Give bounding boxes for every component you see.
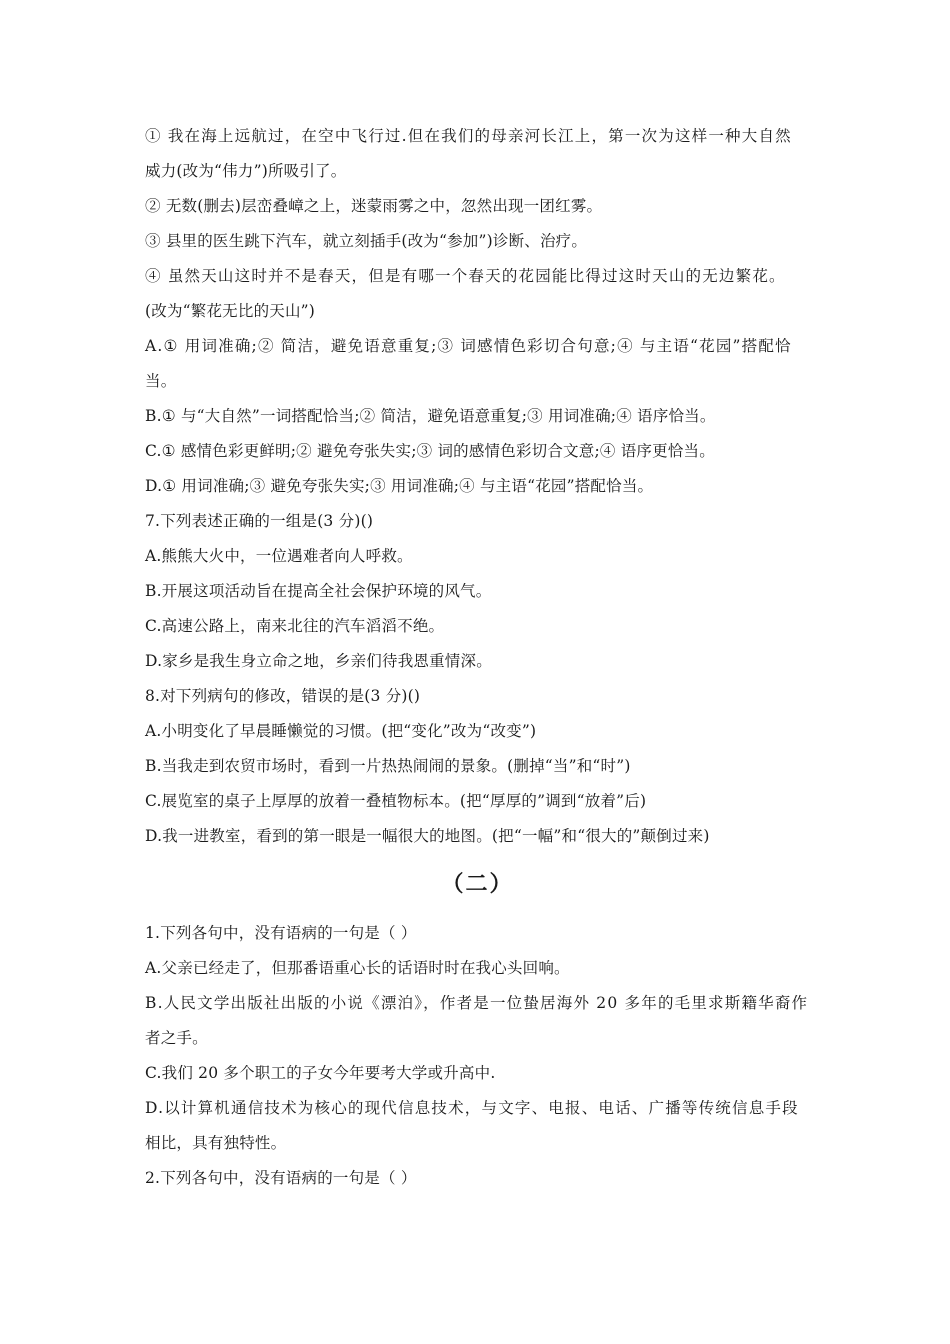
text-line: 者之手。 [145, 1029, 208, 1047]
text-line: 相比，具有独特性。 [145, 1134, 287, 1152]
answer-option-c: C.高速公路上，南来北往的汽车滔滔不绝。 [145, 617, 445, 635]
text-line: 当。 [145, 372, 177, 390]
answer-option-d: D.以计算机通信技术为核心的现代信息技术，与文字、电报、电话、广播等传统信息手段 [145, 1099, 799, 1117]
question-1: 1.下列各句中，没有语病的一句是（ ） [145, 924, 417, 942]
answer-option-c: C.① 感情色彩更鲜明;② 避免夸张失实;③ 词的感情色彩切合文意;④ 语序更恰当。 [145, 442, 715, 460]
answer-option-d: D.我一进教室，看到的第一眼是一幅很大的地图。(把“一幅”和“很大的”颠倒过来) [145, 827, 710, 845]
answer-option-c: C.我们 20 多个职工的子女今年要考大学或升高中. [145, 1064, 496, 1082]
question-7: 7.下列表述正确的一组是(3 分)() [145, 512, 374, 530]
text-line: 威力(改为“伟力”)所吸引了。 [145, 162, 347, 180]
text-line: ① 我在海上远航过，在空中飞行过.但在我们的母亲河长江上，第一次为这样一种大自然 [145, 127, 792, 145]
answer-option-d: D.① 用词准确;③ 避免夸张失实;③ 用词准确;④ 与主语“花园”搭配恰当。 [145, 477, 654, 495]
answer-option-b: B.当我走到农贸市场时，看到一片热热闹闹的景象。(删掉“当”和“时”) [145, 757, 631, 775]
answer-option-c: C.展览室的桌子上厚厚的放着一叠植物标本。(把“厚厚的”调到“放着”后) [145, 792, 647, 810]
answer-option-b: B.开展这项活动旨在提高全社会保护环境的风气。 [145, 582, 492, 600]
answer-option-a: A.父亲已经走了，但那番语重心长的话语时时在我心头回响。 [145, 959, 570, 977]
text-line: ③ 县里的医生跳下汽车，就立刻插手(改为“参加”)诊断、治疗。 [145, 232, 588, 250]
question-8: 8.对下列病句的修改，错误的是(3 分)() [145, 687, 421, 705]
answer-option-b: B.人民文学出版社出版的小说《漂泊》，作者是一位蛰居海外 20 多年的毛里求斯籍华裔作 [145, 994, 809, 1012]
answer-option-a: A.熊熊大火中，一位遇难者向人呼救。 [145, 547, 413, 565]
question-2: 2.下列各句中，没有语病的一句是（ ） [145, 1169, 417, 1187]
document-body [145, 119, 810, 1196]
answer-option-a: A.① 用词准确;② 简洁，避免语意重复;③ 词感情色彩切合句意;④ 与主语“花园”搭配恰 [145, 337, 792, 355]
answer-option-d: D.家乡是我生身立命之地，乡亲们待我恩重情深。 [145, 652, 492, 670]
text-line: (改为“繁花无比的天山”) [145, 302, 316, 320]
text-line: ② 无数(删去)层峦叠嶂之上，迷蒙雨雾之中，忽然出现一团红雾。 [145, 197, 603, 215]
answer-option-a: A.小明变化了早晨睡懒觉的习惯。(把“变化”改为“改变”) [145, 722, 537, 740]
answer-option-b: B.① 与“大自然”一词搭配恰当;② 简洁，避免语意重复;③ 用词准确;④ 语序恰当。 [145, 407, 716, 425]
section-title: （二） [441, 872, 514, 897]
text-line: ④ 虽然天山这时并不是春天，但是有哪一个春天的花园能比得过这时天山的无边繁花。 [145, 267, 786, 285]
